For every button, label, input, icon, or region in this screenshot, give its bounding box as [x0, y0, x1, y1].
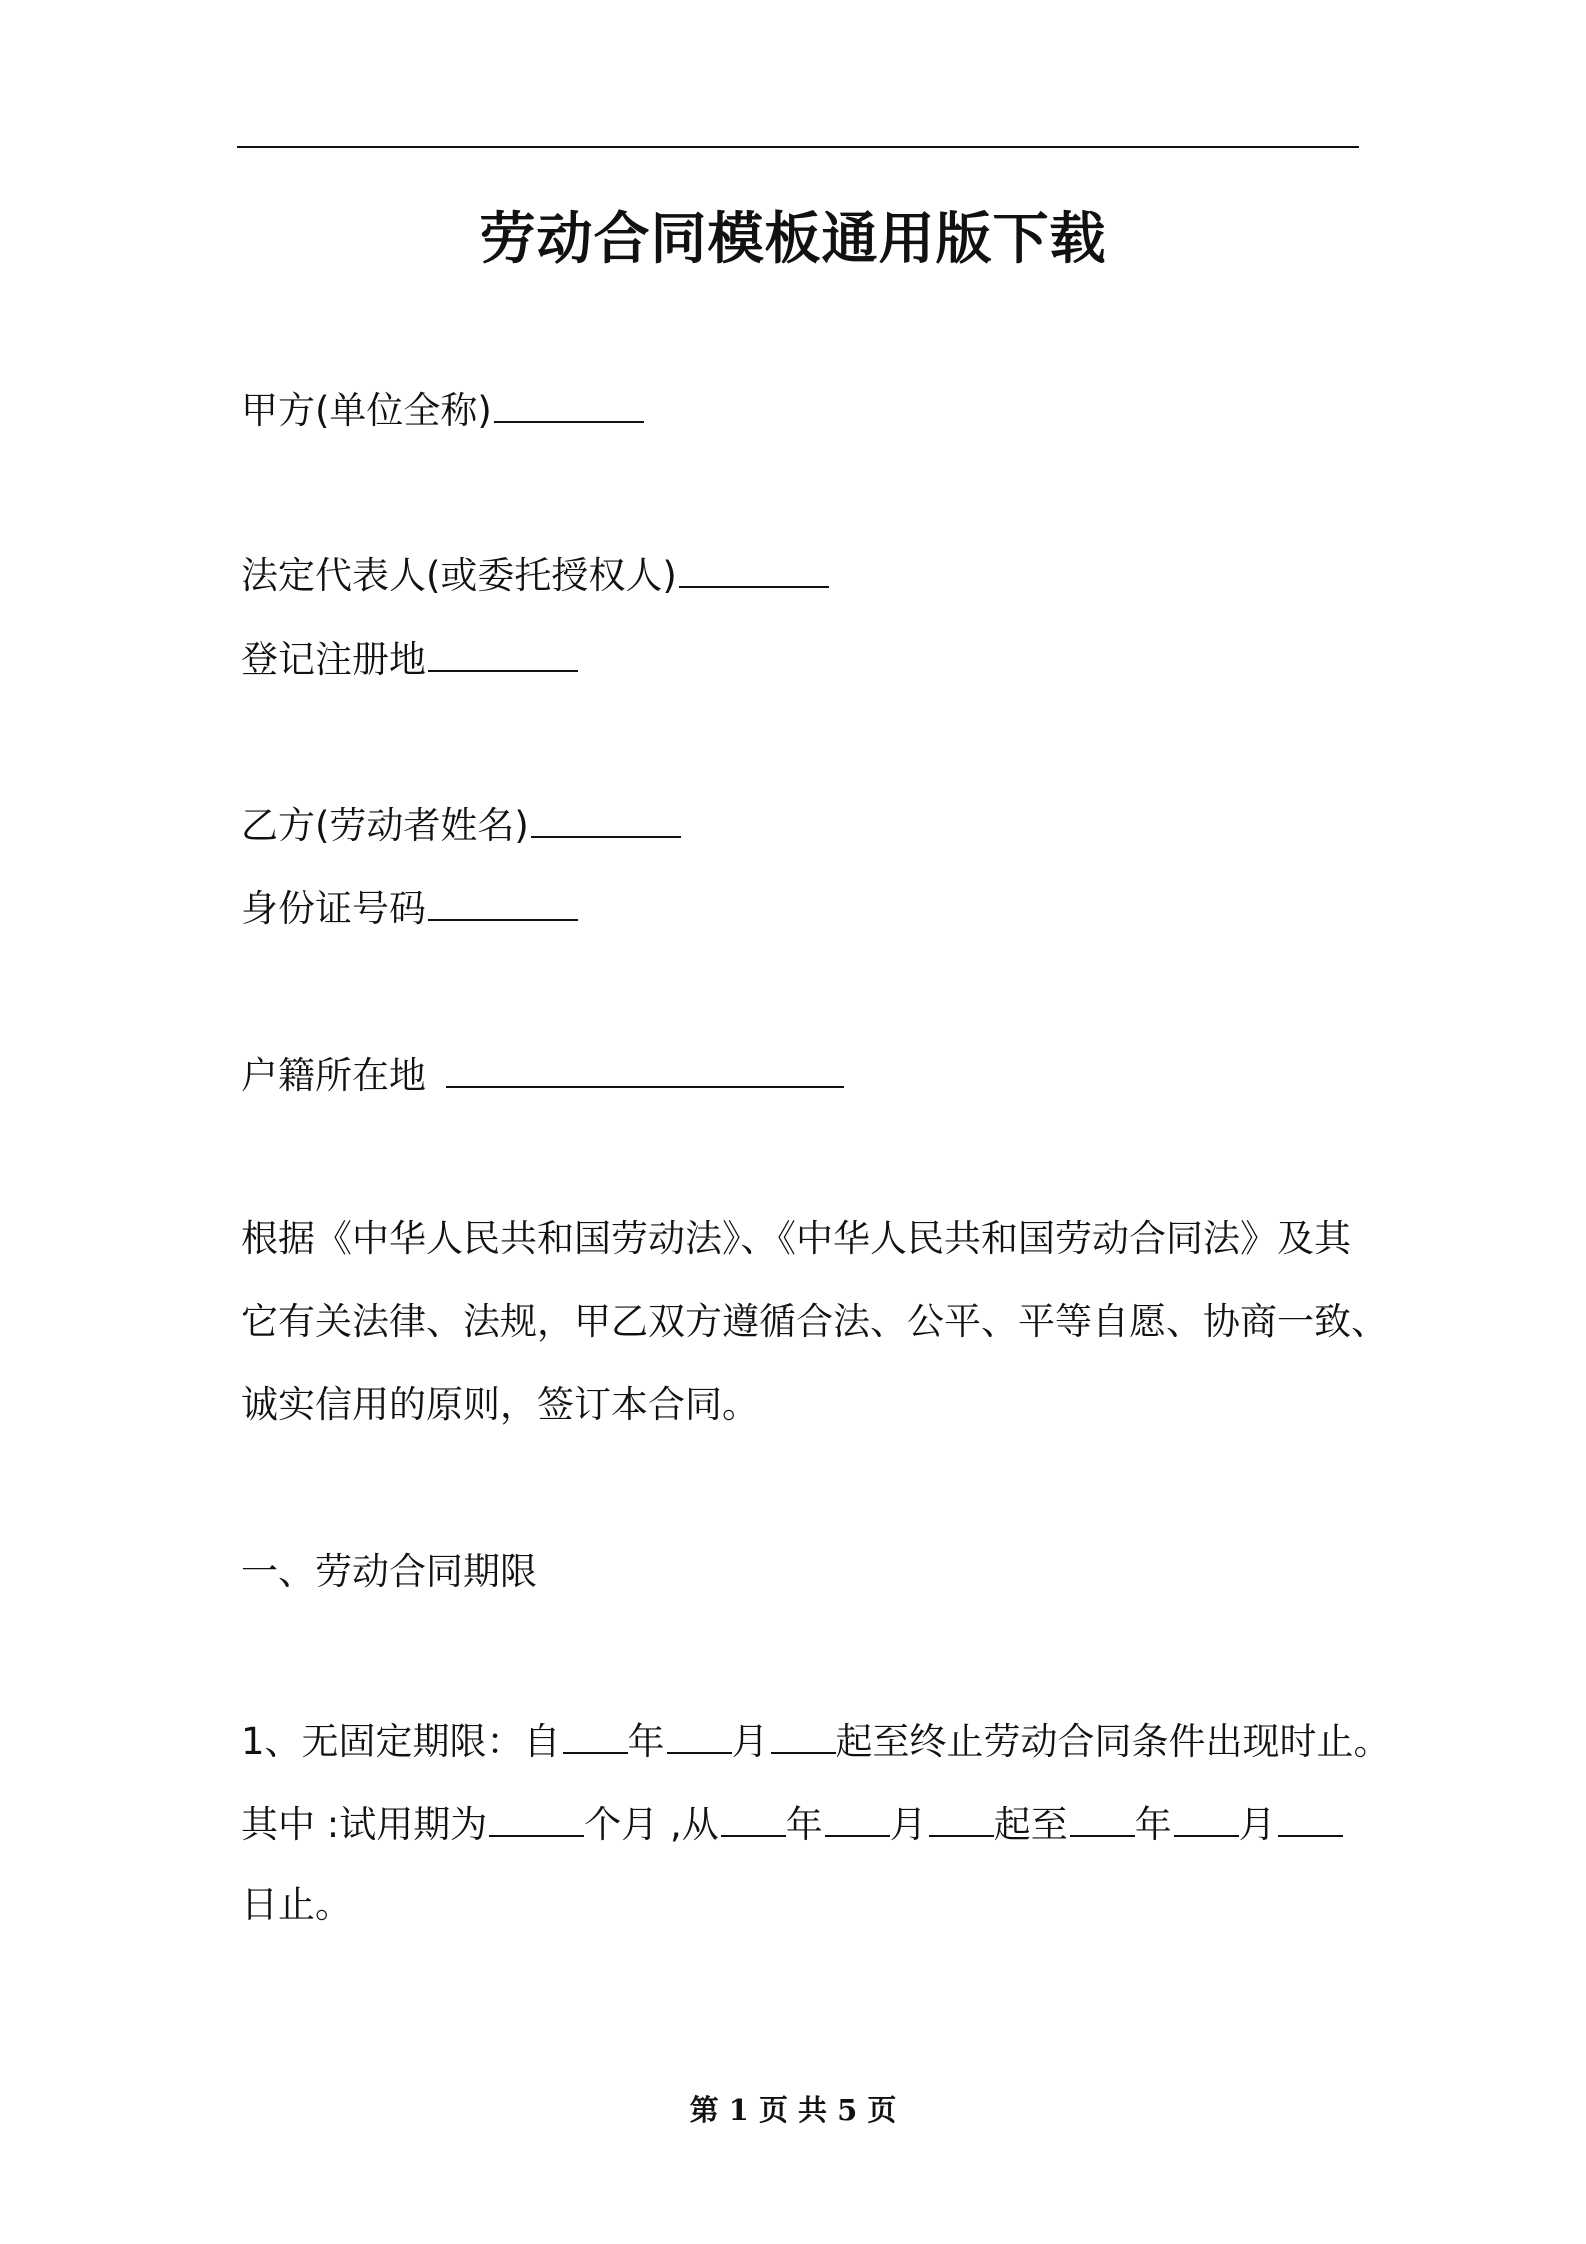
probation-start-day-blank[interactable] — [929, 1797, 994, 1837]
term-item-1-rest: 起至终止劳动合同条件出现时止。 — [835, 1720, 1391, 1763]
year-label: 年 — [627, 1720, 665, 1763]
registered-address-label: 登记注册地 — [241, 638, 426, 681]
term-item-1-prefix: 1、无固定期限：自 — [241, 1720, 561, 1763]
party-b-name-label: 乙方(劳动者姓名) — [241, 804, 529, 847]
probation-line — [241, 1797, 1343, 1850]
id-number-line — [241, 881, 578, 934]
probation-ending: 日止。 — [241, 1883, 352, 1926]
legal-rep-blank[interactable] — [679, 548, 829, 588]
legal-rep-label: 法定代表人(或委托授权人) — [241, 554, 677, 597]
party-a-name-label: 甲方(单位全称) — [241, 389, 492, 432]
section-1-heading: 一、劳动合同期限 — [241, 1550, 537, 1593]
household-blank[interactable] — [446, 1048, 844, 1088]
probation-year2-label: 年 — [1134, 1803, 1172, 1846]
page-footer: 第 1 页 共 5 页 — [689, 2093, 897, 2127]
document-title: 劳动合同模板通用版下载 — [479, 207, 1107, 272]
household-label: 户籍所在地 — [241, 1054, 426, 1097]
preamble-line-2: 它有关法律、法规，甲乙双方遵循合法、公平、平等自愿、协商一致、 — [241, 1300, 1388, 1343]
registered-address-line — [241, 632, 578, 685]
id-number-blank[interactable] — [428, 881, 578, 921]
party-b-name-line — [241, 798, 681, 851]
probation-start-month-blank[interactable] — [825, 1797, 890, 1837]
probation-month2-label: 月 — [1238, 1803, 1276, 1846]
probation-end-day-blank[interactable] — [1278, 1797, 1343, 1837]
probation-end-month-blank[interactable] — [1174, 1797, 1239, 1837]
start-day-blank[interactable] — [771, 1714, 836, 1754]
preamble-line-3: 诚实信用的原则，签订本合同。 — [241, 1383, 759, 1426]
legal-rep-line — [241, 548, 829, 601]
header-rule — [237, 146, 1359, 148]
probation-to-label: 起至 — [993, 1803, 1068, 1846]
registered-address-blank[interactable] — [428, 632, 578, 672]
probation-months-label: 个月 ,从 — [584, 1803, 719, 1846]
probation-year-label: 年 — [785, 1803, 823, 1846]
probation-end-year-blank[interactable] — [1070, 1797, 1135, 1837]
party-b-name-blank[interactable] — [531, 798, 681, 838]
term-item-1-line — [241, 1714, 1391, 1767]
probation-months-blank[interactable] — [489, 1797, 584, 1837]
start-month-blank[interactable] — [667, 1714, 732, 1754]
probation-prefix: 其中 :试用期为 — [241, 1803, 488, 1846]
probation-start-year-blank[interactable] — [721, 1797, 786, 1837]
probation-month-label: 月 — [889, 1803, 927, 1846]
party-a-name-line — [241, 383, 644, 436]
id-number-label: 身份证号码 — [241, 887, 426, 930]
party-a-name-blank[interactable] — [494, 383, 644, 423]
start-year-blank[interactable] — [563, 1714, 628, 1754]
month-label: 月 — [731, 1720, 769, 1763]
preamble-line-1: 根据《中华人民共和国劳动法》、《中华人民共和国劳动合同法》及其 — [241, 1217, 1351, 1260]
household-line — [241, 1048, 844, 1101]
